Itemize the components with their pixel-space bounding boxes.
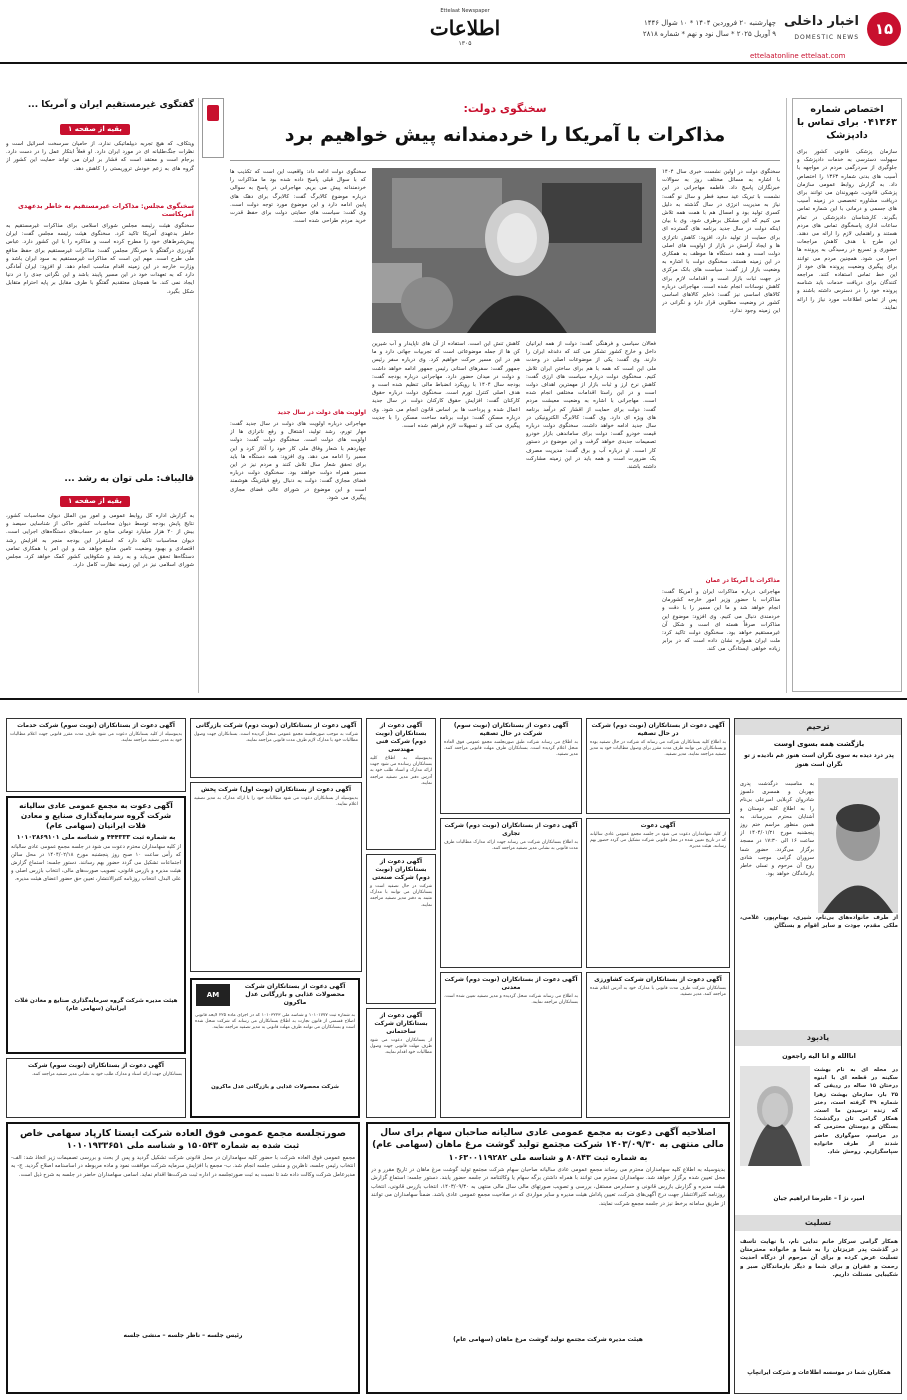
falat-ad-title: آگهی دعوت به مجمع عمومی عادی سالیانه شرکت گروه سرمایه‌گذاری صنایع و معادن فلات ایرانیان (سهامی عام): [19, 801, 173, 830]
classified-ad-body: بدینوسیله از بستانکاران دعوت می شود مطالبات خود را با ارائه مدارک به مدیر تصفیه اعلام نمایند.: [194, 796, 358, 808]
classified-ad-title: آگهی دعوت از بستانکاران (نوبت سوم) شرکت خدمات: [17, 722, 175, 729]
morgh-ad-sign: هیئت مدیره شرکت مجتمع تولید گوشت مرغ ماهان (سهامی عام): [453, 1336, 643, 1343]
tarhim-title: بازگشت همه بسوی اوست: [773, 740, 865, 748]
logo-year: ۱۳۰۵: [458, 40, 472, 47]
classified-ad-title: آگهی دعوت از بستانکاران (نوبت دوم) شرکت بازرگانی: [195, 722, 357, 729]
section-title-en: DOMESTIC NEWS: [794, 34, 859, 41]
date-line-2: ۹ آوریل ۲۰۲۵ * سال نود و نهم * شماره ۲۸۱۸: [642, 30, 776, 38]
tarhim-head: ترحیم: [735, 719, 901, 735]
classified-ad-title: آگهی دعوت از بستانکاران شرکت ساختمانی: [374, 1012, 428, 1035]
feature-kicker: سخنگوی دولت:: [463, 102, 547, 115]
classified-ad: [586, 972, 730, 1118]
feature-col-1b: مهاجرانی درباره مذاکرات ایران و آمریکا گفت: مذاکرات با حضور وزیر امور خارجه کشورمان انجام خواهد شد و ما این مسیر را با دقت و خردمندی دنبال می کنیم. وی افزود: موضوع این مذاکرات صرفاً هسته ای است و شکل آن غیرمستقیم خواهد بود. سخنگوی دولت تاکید کرد: ملت ایران همواره نشان داده است که در برابر زیاده خواهی ایستادگی می کند.: [662, 589, 780, 653]
morgh-ad-title: اصلاحیه آگهی دعوت به مجمع عمومی عادی سالیانه صاحبان سهام برای سال مالی منتهی به ۱۴۰۳/۰۹/۳۰ شرکت مجتمع تولید گوشت مرغ ماهان (سهامی عام): [372, 1128, 724, 1150]
left-subtitle-1: سخنگوی مجلس: مذاکرات غیرمستقیم به خاطر بدعهدی آمریکاست: [17, 202, 194, 218]
classified-ad-title: آگهی دعوت: [640, 822, 676, 829]
classified-ad-title: آگهی دعوت از بستانکاران (نوبت سوم) شرکت: [28, 1062, 164, 1069]
left-text-1: ویتکاف، که هیچ تجربه دیپلماتیکی ندارد، از حامیان سرسخت اسرائیل است و نظرات جنگ‌طلبانه ای در مورد ایران دارد. او فعلاً ابتکار عمل را در دست دارد. برجام است و معتقد است که فشار بر ایران می تواند حمایت این کشور از گروه های به زعم خودش تروریستی را کاهش دهد.: [6, 141, 194, 172]
classified-ad-title: آگهی دعوت از بستانکاران (نوبت اول) شرکت پخش: [201, 786, 351, 793]
adl-ad-title: آگهی دعوت از بستانکاران شرکت محصولات غذایی و بازرگانی عدل ماکرون: [244, 983, 346, 1006]
ads-top-rule: [0, 698, 907, 700]
date-line-1: چهارشنبه ۲۰ فروردین ۱۴۰۴ * ۱۰ شوال ۱۴۴۶: [643, 19, 776, 27]
right-box: [792, 98, 902, 692]
adl-makaron-ad: [190, 978, 360, 1118]
classified-ad-title: آگهی دعوت از بستانکاران (نوبت دوم) شرکت در حال تصفیه: [591, 722, 725, 737]
tarhim-footer: از طرف خانواده‌های بی‌نام، شیری، بهنام‌پور، غلامی، ملکی مقدم، جودت و سایر اقوام و بستگان: [740, 915, 898, 930]
classified-ad-body: به اطلاع کلیه بستانکاران شرکت می رساند که شرکت در حال تصفیه بوده و بستانکاران می توانند ظرف مدت مقرر برای وصول مطالبات خود به مدیر تصفیه مراجعه نمایند. مدیر تصفیه.: [589, 740, 726, 758]
tasliat-text: همکار گرامی سرکار خانم ندایی نام، با نهایت تاسف در گذشت پدر عزیزتان را به شما و خانواده محترمتان تسلیت عرض کرده و برای آن مرحوم از درگاه احدیت رحمت و غفران و برای شما و دیگر بازماندگان صبر و شکیبایی مسئلت داریم.: [740, 1239, 898, 1278]
classified-ad: [190, 782, 362, 972]
classified-ad-body: به اطلاع می رساند شرکت منحل گردیده و مدیر تصفیه تعیین شده است. بستانکاران مراجعه نمایند.: [444, 994, 578, 1006]
classified-ad-body: به اطلاع می رساند شرکت طبق صورتجلسه مجمع عمومی فوق العاده منحل اعلام گردیده است. بستانکاران ظرف مهلت قانونی مراجعه کنند. مدیر تصفیه.: [444, 740, 578, 758]
adl-ad-text: به شماره ثبت ۱۰۱۰۱۷۷۷ و شناسه ملی ۱۰۱۰۳۲۲۳ که در اجرای ماده ۲۲۵ لایحه قانونی اصلاح قسمتی از قانون تجارت به اطلاع بستانکاران می رساند که شرکت منحل شده است و بستانکاران می توانند ظرف مهلت قانونی به مدیر تصفیه مراجعه نمایند.: [195, 1013, 355, 1031]
left-title-2: قالیباف: ملی توان به رشد ...: [64, 474, 194, 484]
ista-ad-title: صورتجلسه مجمع عمومی فوق العاده شرکت ایستا کارپاد سهامی خاص: [19, 1128, 347, 1139]
morgh-ad: [366, 1122, 730, 1394]
classified-ad-body: شرکت در حال تصفیه است و بستانکاران می توانند با مدارک مثبته به دفتر مدیر تصفیه مراجعه نمایند.: [370, 884, 432, 908]
classified-ad-title: آگهی دعوت از بستانکاران (نوبت دوم) شرکت معدنی: [444, 976, 578, 991]
social-handles[interactable]: ettelaatonline ettelaat.com: [750, 52, 846, 60]
classified-ad-body: به اطلاع بستانکاران شرکت می رساند جهت ارائه مدارک مطالبات ظرف مدت قانونی به نشانی مدیر تصفیه مراجعه کنند.: [444, 840, 578, 852]
classified-ad-title: آگهی دعوت از بستانکاران (نوبت دوم) شرکت فنی مهندسی: [375, 722, 427, 753]
right-divider: [786, 98, 787, 693]
falat-ad-sign: هیئت مدیره شرکت گروه سرمایه‌گذاری صنایع و معادن فلات ایرانیان (سهامی عام): [14, 998, 178, 1012]
photo-illustration: [372, 168, 656, 333]
section-title: اخبار داخلی: [784, 14, 859, 29]
yadbood-text: در محله ای به نام بهشت سکینه در قطعه ای با ابنوه درختان ۱۵ ساله در ردیفی که ۲۵ بار، سازمان بهشت زهرا شماره ۳۹ گرفته است، دختر که زنده ترسیدن ما است. همکار گرامی تان درگذشت؛ بستگان و دوستان محترمی که در مراسم، سوگواری حاضر شدند از طرف خانواده سپاسگزاریم. روحش شاد.: [814, 1067, 898, 1156]
deceased-photo: [818, 778, 898, 913]
classified-ad-title: آگهی دعوت از بستانکاران (نوبت دوم) شرکت تجاری: [444, 822, 578, 837]
memorial-photo: [740, 1066, 810, 1166]
feature-col-2: فعالان سیاسی و فرهنگی گفت: دولت از همه ایرانیان داخل و خارج کشور تشکر می کند که دغدغه ایران را دارند. وی گفت: یکی از موضوعات اصلی در وحدت ملی این است که همه با هم برای ساختن ایران تلاش کنیم. سخنگوی دولت درباره سیاست های ارزی گفت: کاهش نرخ ارز و ثبات بازار از مهمترین اهداف دولت است و در این راستا اقدامات مختلفی انجام شده است. مهاجرانی با اشاره به وضعیت معیشت مردم گفت: دولت برای حمایت از اقشار کم درآمد برنامه های ویژه ای دارد. وی گفت: کالابرگ الکترونیکی در سال جدید ادامه خواهد داشت. سخنگوی دولت درباره قیمت خودرو گفت: دولت برای ساماندهی بازار خودرو تصمیمات جدیدی خواهد گرفت و این موضوع در دستور کار است. او درباره آب و برق گفت: مدیریت مصرف یک ضرورت است و همه باید در این زمینه مشارکت داشته باشند.: [526, 341, 656, 471]
classified-ad-body: بستانکاران شرکت ظرف مدت قانونی با مدارک خود به آدرس اعلام شده مراجعه کنند. مدیر تصفیه.: [590, 986, 726, 998]
ista-ad-sign: رئیس جلسه – ناظر جلسه – منشی جلسه: [123, 1332, 243, 1339]
tarhim-sub: پدر درد دیده به سوی نگران است هنوز غم نادیده ز تو نگران است هنوز: [744, 753, 894, 768]
falat-ad-text: از کلیه سهامداران محترم دعوت می شود در جلسه مجمع عمومی عادی سالیانه که رأس ساعت ۱۰ صبح روز پنجشنبه مورخ ۱۴۰۴/۰۲/۱۸ در محل سالن اجتماعات تشکیل می گردد حضور بهم رسانند. دستور جلسه: استماع گزارش هیئت مدیره و بازرس قانونی، تصویب صورت‌های مالی، انتخاب بازرس اصلی و علی البدل، انتخاب روزنامه کثیرالانتشار، تعیین حق حضور اعضای هیئت مدیره.: [11, 844, 181, 882]
tasliat-sign: همکاران شما در موسسه اطلاعات و شرکت ایرانچاپ: [747, 1370, 891, 1376]
classified-ad-body: بدینوسیله به اطلاع کلیه بستانکاران رسانده می شود جهت ارائه مدارک و اسناد طلب خود به آدرس دفتر مدیر تصفیه مراجعه نمایند.: [370, 756, 432, 786]
classified-ad: [366, 718, 436, 850]
classified-ad-body: بدینوسیله از کلیه بستانکاران دعوت می شود ظرف مدت مقرر قانونی جهت اعلام مطالبات خود به مدیر تصفیه مراجعه نمایند.: [10, 732, 182, 744]
left-divider: [198, 98, 199, 693]
classified-ad-body: از کلیه سهامداران دعوت می شود در جلسه مجمع عمومی عادی سالیانه که در تاریخ تعیین شده در محل قانونی شرکت تشکیل می گردد حضور بهم رسانند. هیئت مدیره.: [590, 832, 726, 850]
ista-ad: [6, 1122, 360, 1394]
tarhim-text: به مناسبت درگذشت پدری مهربان و همسری دلسوز شادروان کربلایی امیرعلی بی‌نام را به اطلاع کلیه دوستان و آشنایان محترم می‌رساند. به همین منظور مراسم ختم روز پنجشنبه مورخ ۱۴۰۴/۰۱/۲۱ از ساعت ۱۶ الی ۱۷:۳۰ در مسجد برگزار می‌گردد. حضور شما سروران گرامی موجب شادی روح آن مرحوم و تسلی خاطر بازماندگان خواهد بود.: [740, 781, 814, 878]
left-title-1: گفتگوی غیرمستقیم ایران و آمریکا ...: [27, 100, 194, 110]
classified-ad: [6, 1058, 186, 1118]
left-text-3: به گزارش اداره کل روابط عمومی و امور بین الملل دیوان محاسبات کشور، نتایج پایش بودجه توسط دیوان محاسبات کشور حاکی از شناسایی سیصد و بیش از ۲۰ هزار میلیارد تومانی منابع در حساب‌های دستگاه‌های اجرایی است. دیوان محاسبات تاکید دارد که استقرار این بودجه منجر به افزایش رشد اقتصادی و بهبود وضعیت تامین منابع خواهد شد و این امر با همکاری تمامی دستگاه‌ها تحقق می‌یابد و به رشد و شکوفایی کشور کمک خواهد کرد. مجلس شورای اسلامی نیز در این زمینه نظارت کامل دارد.: [6, 513, 194, 569]
classified-ad: [440, 718, 582, 814]
tasliat-head: تسلیت: [735, 1215, 901, 1231]
memorial-portrait: [740, 1066, 810, 1166]
yadbood-head: یادبود: [735, 1030, 901, 1046]
feature-col-3: کاهش تنش این است. استفاده از آن های ناپایدار و آب شیرین کن ها از جمله موضوعاتی است که تجربیات جهانی دارد و ما هم در این مسیر حرکت خواهیم کرد. وی درباره سفر رئیس جمهور گفت: سفرهای استانی رئیس جمهور ادامه خواهد داشت و دولت در میدان حضور دارد. مهاجرانی درباره بودجه گفت: بودجه سال ۱۴۰۴ با رویکرد انضباط مالی تنظیم شده است و هدف اصلی کنترل تورم است. سخنگوی دولت درباره حقوق کارکنان گفت: افزایش حقوق کارکنان دولت در سال جدید اعمال شده و پرداخت ها بر اساس قانون انجام می شود. وی درباره مسکن گفت: دولت برنامه ساخت مسکن را با جدیت پیگیری می کند و تسهیلات لازم فراهم شده است.: [372, 341, 520, 430]
masthead: [0, 0, 907, 62]
company-logo: AM: [196, 984, 230, 1006]
logo-latin: Ettelaat Newspaper: [440, 8, 490, 14]
feature-col-4: سخنگوی دولت ادامه داد: واقعیت این است که تکذیب ها که با سوال قبلی پاسخ داده شده بود ما مذاکرات را خردمندانه پیش می بریم. مهاجرانی در پاسخ به سوالی درباره موضوع کالابرگ گفت: کالابرگ برای دهک های پایین ادامه دارد و این موضوع مورد توجه دولت است. وی گفت: سیاست های حمایتی دولت برای حفظ قدرت خرید مردم طراحی شده است.: [230, 169, 366, 225]
classified-ad-body: شرکت به موجب صورتجلسه مجمع عمومی منحل گردیده است. بستانکاران جهت وصول مطالبات خود با مدارک لازم ظرف مدت قانونی مراجعه نمایند.: [194, 732, 358, 744]
adl-ad-sign: شرکت محصولات غذایی و بازرگانی عدل ماکرون: [211, 1084, 339, 1090]
classified-ad: [366, 854, 436, 1004]
feature-rule: [230, 160, 780, 161]
portrait-illustration: [818, 778, 898, 913]
feature-col-1: سخنگوی دولت در اولین نشست خبری سال ۱۴۰۴ با اشاره به مسائل مختلف روز به سوالات خبرنگاران پاسخ داد. فاطمه مهاجرانی در این نشست با تبریک عید سعید فطر و سال نو گفت: نیاز به مدیریت انرژی در سال گذشته به دلیل کسری تولید بود و امسال هم با همت همه تلاش می کنیم که این مشکل برطرف شود. وی با بیان اینکه دولت در سال جدید برنامه های گسترده ای برای حمایت از تولید دارد، افزود: کاهش ناترازی ها و ایجاد آرامش در بازار از اولویت های اصلی دولت است و همه دستگاه ها موظف به همکاری در این زمینه هستند. سخنگوی دولت با اشاره به وضعیت بازار ارز گفت: سیاست های بانک مرکزی در جهت ثبات بازار است و اقدامات لازم برای کاهش نوسانات انجام شده است. مهاجرانی درباره کالاهای اساسی نیز گفت: ذخایر کالاهای اساسی کشور در وضعیت مطلوبی قرار دارد و نگرانی در این زمینه وجود ندارد.: [662, 169, 780, 315]
feature-col-4b: مهاجرانی درباره اولویت های دولت در سال جدید گفت: مهار تورم، رشد تولید، اشتغال و رفع ناترازی ها از اولویت های دولت است. سخنگوی دولت گفت: دولت چهاردهم با شعار وفاق ملی کار خود را آغاز کرد و این مسیر را ادامه می دهد. وی افزود: همه دستگاه ها باید برای تحقق شعار سال تلاش کنند و مردم نیز در این مسیر همراه دولت خواهند بود. سخنگوی دولت درباره فضای مجازی گفت: دولت به دنبال رفع فیلترینگ هوشمند است و این موضوع در شورای عالی فضای مجازی پیگیری می شود.: [230, 421, 366, 501]
classified-ad: [586, 818, 730, 968]
morgh-ad-sub: به شماره ثبت ۸۰۸۴۳ و شناسه ملی ۱۰۶۳۰۰۱۱۹۲۸۲: [448, 1153, 648, 1162]
yadbood-title: اناالله و انا الیه راجعون: [782, 1052, 856, 1060]
classified-ad: [6, 718, 186, 792]
ista-ad-text: مجمع عمومی فوق العاده شرکت با حضور کلیه سهامداران در محل قانونی شرکت تشکیل گردید و پس از بحث و بررسی تصمیمات زیر اتخاذ شد: الف- انتخاب رئیس جلسه، ناظرین و منشی جلسه انجام شد. ب- مجمع با افزایش سرمایه شرکت موافقت نمود و ماده مربوطه در اساسنامه اصلاح گردید. ج- به مدیرعامل شرکت وکالت داده شد تا نسبت به ثبت صورتجلسه در اداره ثبت شرکت‌ها اقدام نماید. اسامی سهامداران حاضر در جلسه به شرح ذیل است.: [11, 1155, 355, 1178]
feature-col-1-sub: مذاکرات با آمریکا در عمان: [705, 578, 780, 584]
logo-name: اطلاعات: [429, 16, 501, 40]
falat-ad-sub: به شماره ثبت ۴۴۴۳۳۳ و شناسه ملی ۱۰۱۰۲۸۶۹۱۰۱: [16, 833, 176, 841]
classified-ad-title: آگهی دعوت از بستانکاران (نوبت سوم) شرکت در حال تصفیه: [453, 722, 569, 737]
classified-ad: [440, 818, 582, 968]
classified-ad: [366, 1008, 436, 1118]
page-number: ۱۵: [867, 12, 901, 46]
feature-col-4-sub: اولویت های دولت در سال جدید: [277, 410, 366, 416]
continued-bar-2: بقیه از صفحه ۱: [60, 496, 130, 507]
classified-ad: [190, 718, 362, 778]
newspaper-logo: [410, 8, 520, 56]
classified-ad: [440, 972, 582, 1118]
megaphone-icon: [207, 105, 219, 121]
ista-ad-sub: ثبت شده به شماره ۱۵۰۵۴۳ و شناسه ملی ۱۰۱۰۱۹۳۳۶۵۱: [66, 1141, 300, 1151]
feature-headline: مذاکرات با آمریکا را خردمندانه پیش خواهیم برد: [284, 124, 726, 146]
left-text-2: سخنگوی هیئت رئیسه مجلس شورای اسلامی برای مذاکرات غیرمستقیم به خاطر بدعهدی آمریکا تاکید کرد. سخنگوی هیئت رئیسه مجلس گفت: ایران پیش‌شرط‌های خود را مطرح کرده است و مذاکره را با این کشور دارد. عباس گودرزی درگفتگو با خبرنگار مجلس گفت: مذاکرات غیرمستقیم برای حفظ منافع ملی طرح است. مهم این است که مذاکرات غیرمستقیم به سود ایران باشد و وزارت خارجه در این زمینه اقدام مناسب انجام دهد. او افزود: ایران آمادگی دارد که به تعهدات خود در این مسیر پایبند باشد و این نگرانی جدی را در دنیا ایجاد نمی کند. ما همچنان معتقدیم گفتگو با طرف مقابل بر پایه احترام متقابل شکل بگیرد.: [6, 223, 194, 295]
header-rule: [0, 62, 907, 64]
classified-ad-body: از بستانکاران دعوت می شود ظرف مهلت قانونی جهت وصول مطالبات خود اقدام نمایند.: [370, 1038, 432, 1056]
morgh-ad-text: بدینوسیله به اطلاع کلیه سهامداران محترم می رساند مجمع عمومی عادی سالیانه صاحبان سهام شرکت مجتمع تولید گوشت مرغ ماهان در تاریخ مقرر و در محل تعیین شده برگزار خواهد شد. سهامداران محترم می توانند با همراه داشتن برگه سهام یا وکالتنامه در جلسه حضور یابند. دستور جلسه: استماع گزارش هیئت مدیره و گزارش بازرس قانونی و حسابرس مستقل، بررسی و تصویب صورتهای مالی سال مالی منتهی به ۱۴۰۳/۰۹/۳۰، انتخاب بازرس قانونی، انتخاب روزنامه کثیرالانتشار جهت درج آگهی‌های شرکت، تعیین پاداش هیئت مدیره و سایر مواردی که در صلاحیت مجمع عمومی عادی باشد. ضمناً سهامداران می توانند از طریق سامانه برخط نیز در جلسه مجمع شرکت نمایند.: [371, 1167, 725, 1207]
continued-bar-1: بقیه از صفحه ۱: [60, 124, 130, 135]
right-box-text: سازمان پزشکی قانونی کشور برای سهولت دسترسی به خدمات دادپزشک و جلوگیری از سردرگمی مردم در مواجهه با آسیب های بدنی شماره ۱۳۶۳ را اختصاص داد. به گزارش روابط عمومی سازمان پزشکی قانونی، شهروندان می توانند برای دریافت مشاوره تخصصی در زمینه آسیب های جسمی و درمانی با این شماره تماس بگیرند. کارشناسان دادپزشکی در تمام ساعات اداری پاسخگوی تماس های مردم هستند و راهنمایی لازم را ارائه می دهند. این طرح با هدف کاهش مراجعات حضوری و تسریع در رسیدگی به پرونده ها اجرا می شود. همچنین مردم می توانند برای پیگیری وضعیت پرونده های خود از این خط تماس استفاده کنند. مراجعه کنندگان برای دریافت خدمات باید شناسه پرونده خود را در دسترس داشته باشند و پس از تماس اطلاعات مورد نیاز را ارائه نمایند.: [797, 149, 897, 311]
classified-ad-title: آگهی دعوت از بستانکاران شرکت کشاورزی: [594, 976, 722, 983]
classified-ad-title: آگهی دعوت از بستانکاران (نوبت دوم) شرکت صنعتی: [372, 858, 430, 881]
yadbood-sign: امیر، نژ آ – علیرضا ابراهیم جیان: [773, 1196, 865, 1202]
classified-ad-body: بستانکاران جهت ارائه اسناد و مدارک طلب خود به نشانی مدیر تصفیه مراجعه کنند.: [31, 1072, 182, 1077]
right-box-title: اختصاص شماره ۰۴۱۳۶۳ برای تماس با دادپزشک: [797, 104, 897, 141]
dateline: [566, 18, 776, 40]
spokesperson-photo: [372, 168, 656, 333]
classified-ad: [586, 718, 730, 814]
falat-ad: [6, 796, 186, 1054]
column-badge: [202, 98, 224, 158]
